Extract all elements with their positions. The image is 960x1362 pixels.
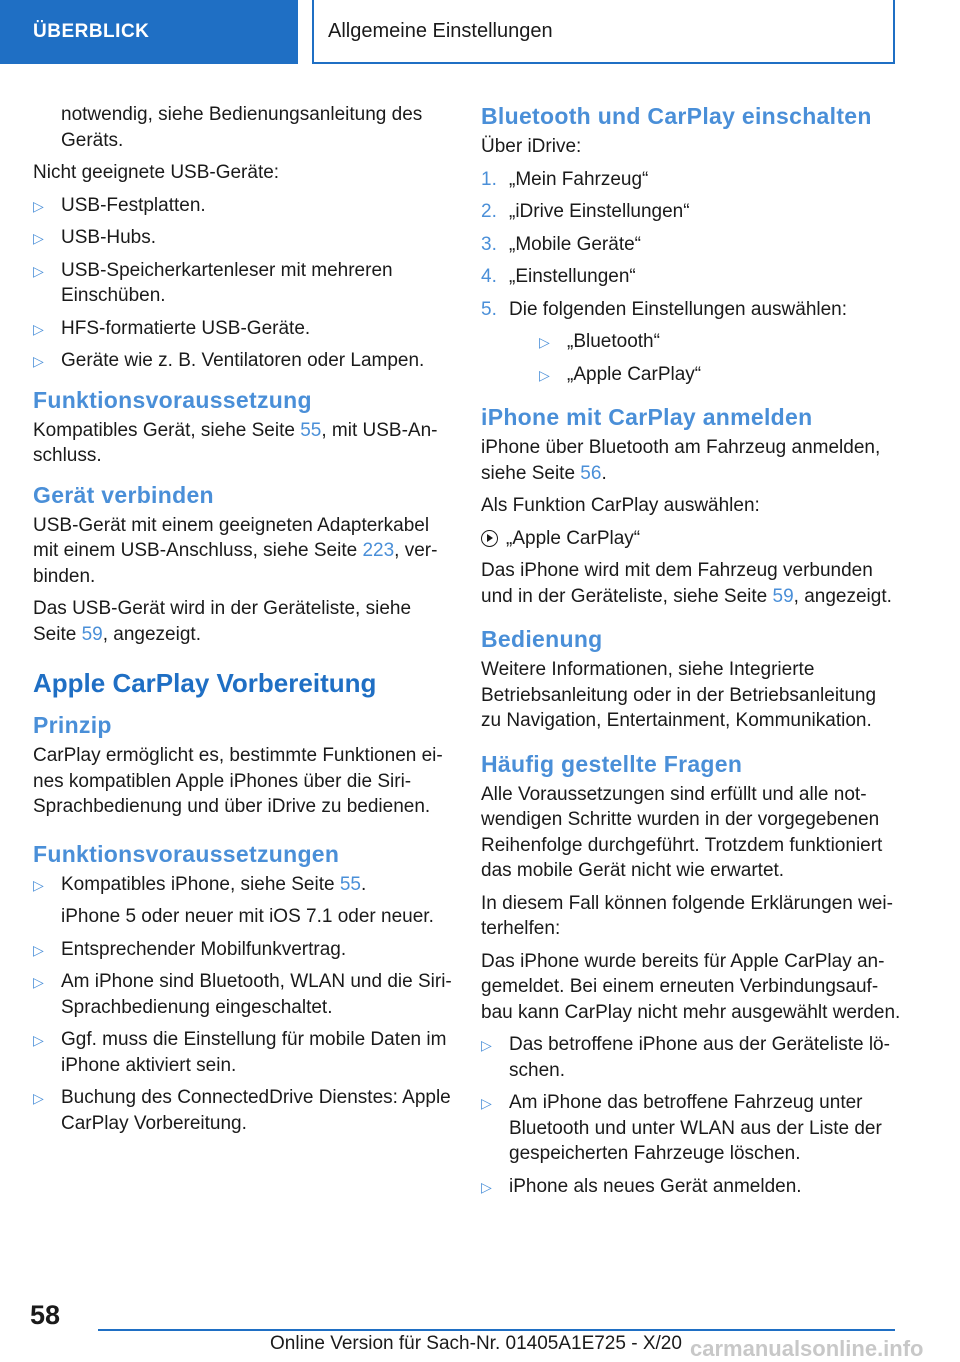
fv-text: Kompatibles Gerät, siehe Seite 55, mit USB-Anschluss. bbox=[33, 419, 438, 466]
triangle-bullet-icon: ▷ bbox=[481, 1178, 492, 1195]
page-link[interactable]: 59 bbox=[81, 623, 103, 645]
ip1-text: iPhone über Bluetooth am Fahrzeug anmelden, siehe Seite 56. bbox=[481, 437, 881, 484]
list-item: 4. „Einstellungen“ bbox=[481, 266, 636, 287]
triangle-bullet-icon: ▷ bbox=[33, 230, 44, 246]
list-item: ▷ Buchung des ConnectedDrive Dienstes: Apple CarPlay Vorbereitung. bbox=[33, 1087, 451, 1134]
chapter-title: Allgemeine Einstellungen bbox=[312, 0, 895, 64]
heading-geraet-verbinden: Gerät verbinden bbox=[33, 481, 214, 508]
triangle-bullet-icon: ▷ bbox=[481, 1037, 492, 1053]
gv2-text: Das USB-Gerät wird in der Geräteliste, siehe Seite 59, angezeigt. bbox=[33, 598, 412, 645]
heading-bluetooth-carplay: Bluetooth und CarPlay einschalten bbox=[481, 103, 872, 129]
faq-text-3: Das iPhone wurde bereits für Apple CarPlay angemeldet. Bei einem erneuten Verbindungsaufbau kann CarPlay nicht mehr ausgewählt werden. bbox=[481, 950, 901, 1023]
triangle-bullet-icon: ▷ bbox=[33, 876, 44, 893]
bedienung-text: Weitere Informationen, siehe Integrierte Betriebsanleitung oder in der Betriebsanleitung zu Navigation, Entertainment, Kommunikation. bbox=[481, 659, 877, 731]
list-item: ▷ „Apple CarPlay“ bbox=[539, 362, 901, 388]
list-item: 1. „Mein Fahrzeug“ bbox=[481, 168, 649, 190]
unsuitable-list bbox=[33, 193, 453, 374]
list-item: ▷ HFS-formatierte USB-Geräte. bbox=[33, 316, 453, 342]
page-link[interactable]: 55 bbox=[339, 873, 361, 895]
list-item: ▷ Das betroffene iPhone aus der Geräteliste löschen. bbox=[481, 1034, 890, 1081]
triangle-bullet-icon: ▷ bbox=[539, 334, 550, 350]
list-item: ▷ Kompatibles iPhone, siehe Seite 55. iPhone 5 oder neuer mit iOS 7.1 oder neuer. bbox=[33, 872, 453, 930]
triangle-bullet-icon: ▷ bbox=[33, 974, 44, 990]
triangle-bullet-icon: ▷ bbox=[33, 262, 44, 279]
triangle-bullet-icon: ▷ bbox=[33, 1090, 44, 1106]
list-item: 5. Die folgenden Einstellungen auswählen: ▷ „Bluetooth“ ▷ „Apple CarPlay“ bbox=[481, 297, 901, 388]
faq-text-2: In diesem Fall können folgende Erklärungen weiterhelfen: bbox=[481, 892, 893, 939]
heading-bedienung: Bedienung bbox=[481, 626, 603, 652]
intro-continuation: notwendig, siehe Bedienungsanleitung des Geräts. bbox=[61, 104, 423, 151]
list-item: ▷ Geräte wie z. B. Ventilatoren oder Lampen. bbox=[33, 348, 453, 374]
heading-funktionsvoraussetzungen: Funktionsvoraussetzungen bbox=[33, 840, 340, 867]
unsuitable-title: Nicht geeignete USB-Geräte: bbox=[33, 162, 280, 183]
heading-apple-carplay: Apple CarPlay Vorbereitung bbox=[33, 668, 377, 698]
list-item: ▷ Am iPhone das betroffene Fahrzeug unter Bluetooth und unter WLAN aus der Liste der gespeicherten Fahrzeuge löschen. bbox=[481, 1092, 882, 1164]
triangle-bullet-icon: ▷ bbox=[481, 1095, 492, 1111]
faq-text-1: Alle Voraussetzungen sind erfüllt und alle notwendigen Schritte wurden in der vorgegebenen Reihenfolge durchgeführt. Trotzdem funktioniert das mobile Gerät nicht wie erwartet. bbox=[481, 783, 883, 881]
list-item: ▷ USB-Speicherkartenleser mit mehreren Einschüben. bbox=[33, 259, 393, 306]
page-link[interactable]: 55 bbox=[300, 419, 322, 441]
list-item-note: iPhone 5 oder neuer mit iOS 7.1 oder neuer. bbox=[61, 906, 434, 927]
heading-faq: Häufig gestellte Fragen bbox=[481, 750, 743, 777]
heading-funktionsvoraussetzung: Funktionsvoraussetzung bbox=[33, 386, 312, 413]
list-item: ▷ „Bluetooth“ bbox=[539, 329, 901, 355]
section-tab[interactable]: ÜBERBLICK bbox=[0, 0, 298, 64]
page-link[interactable]: 56 bbox=[580, 462, 602, 484]
left-column bbox=[33, 102, 453, 1143]
triangle-bullet-icon: ▷ bbox=[33, 1032, 44, 1048]
list-item: 3. „Mobile Geräte“ bbox=[481, 233, 641, 255]
footer-online-version: Online Version für Sach-Nr. 01405A1E725 - X/20 bbox=[270, 1333, 682, 1354]
footer-divider bbox=[98, 1329, 895, 1331]
triangle-bullet-icon: ▷ bbox=[33, 941, 44, 958]
page-link[interactable]: 223 bbox=[362, 540, 395, 561]
triangle-bullet-icon: ▷ bbox=[539, 366, 550, 383]
faq-list bbox=[481, 1032, 901, 1199]
watermark: carmanualsonline.info bbox=[690, 1336, 924, 1361]
page-number: 58 bbox=[30, 1300, 61, 1330]
right-column bbox=[481, 102, 901, 1206]
list-item: ▷ Am iPhone sind Bluetooth, WLAN und die Siri-Sprachbedienung eingeschaltet. bbox=[33, 971, 452, 1018]
carplay-menu-item: „Apple CarPlay“ bbox=[481, 526, 901, 552]
page-link[interactable]: 59 bbox=[772, 585, 794, 607]
ip2-text: Als Funktion CarPlay auswählen: bbox=[481, 495, 760, 516]
play-circle-icon bbox=[481, 530, 498, 547]
list-item: ▷ USB-Festplatten. bbox=[33, 193, 453, 219]
bt-steps bbox=[481, 167, 901, 388]
heading-iphone-carplay: iPhone mit CarPlay anmelden bbox=[481, 404, 813, 430]
list-item: ▷ USB-Hubs. bbox=[33, 225, 453, 251]
bt-intro: Über iDrive: bbox=[481, 136, 582, 157]
triangle-bullet-icon: ▷ bbox=[33, 320, 44, 337]
prinzip-text: CarPlay ermöglicht es, bestimmte Funktionen eines kompatiblen Apple iPhones über die Siri-Sprachbedienung und über iDrive zu bedienen. bbox=[33, 745, 443, 817]
triangle-bullet-icon: ▷ bbox=[33, 353, 44, 369]
list-item: ▷ Ggf. muss die Einstellung für mobile Daten im iPhone aktiviert sein. bbox=[33, 1029, 447, 1076]
list-item: ▷ Entsprechender Mobilfunkvertrag. bbox=[33, 937, 453, 963]
requirements-list bbox=[33, 872, 453, 1137]
heading-prinzip: Prinzip bbox=[33, 712, 112, 738]
bt-sub-list bbox=[539, 329, 901, 387]
ip3-text: Das iPhone wird mit dem Fahrzeug verbunden und in der Geräteliste, siehe Seite 59, angezeigt. bbox=[481, 560, 892, 607]
list-item: ▷ iPhone als neues Gerät anmelden. bbox=[481, 1174, 901, 1200]
triangle-bullet-icon: ▷ bbox=[33, 197, 44, 214]
gv-text: USB-Gerät mit einem geeigneten Adapterkabel mit einem USB-Anschluss, siehe Seite 223, verbinden. bbox=[33, 514, 438, 587]
list-item: 2. „iDrive Einstellungen“ bbox=[481, 201, 690, 222]
